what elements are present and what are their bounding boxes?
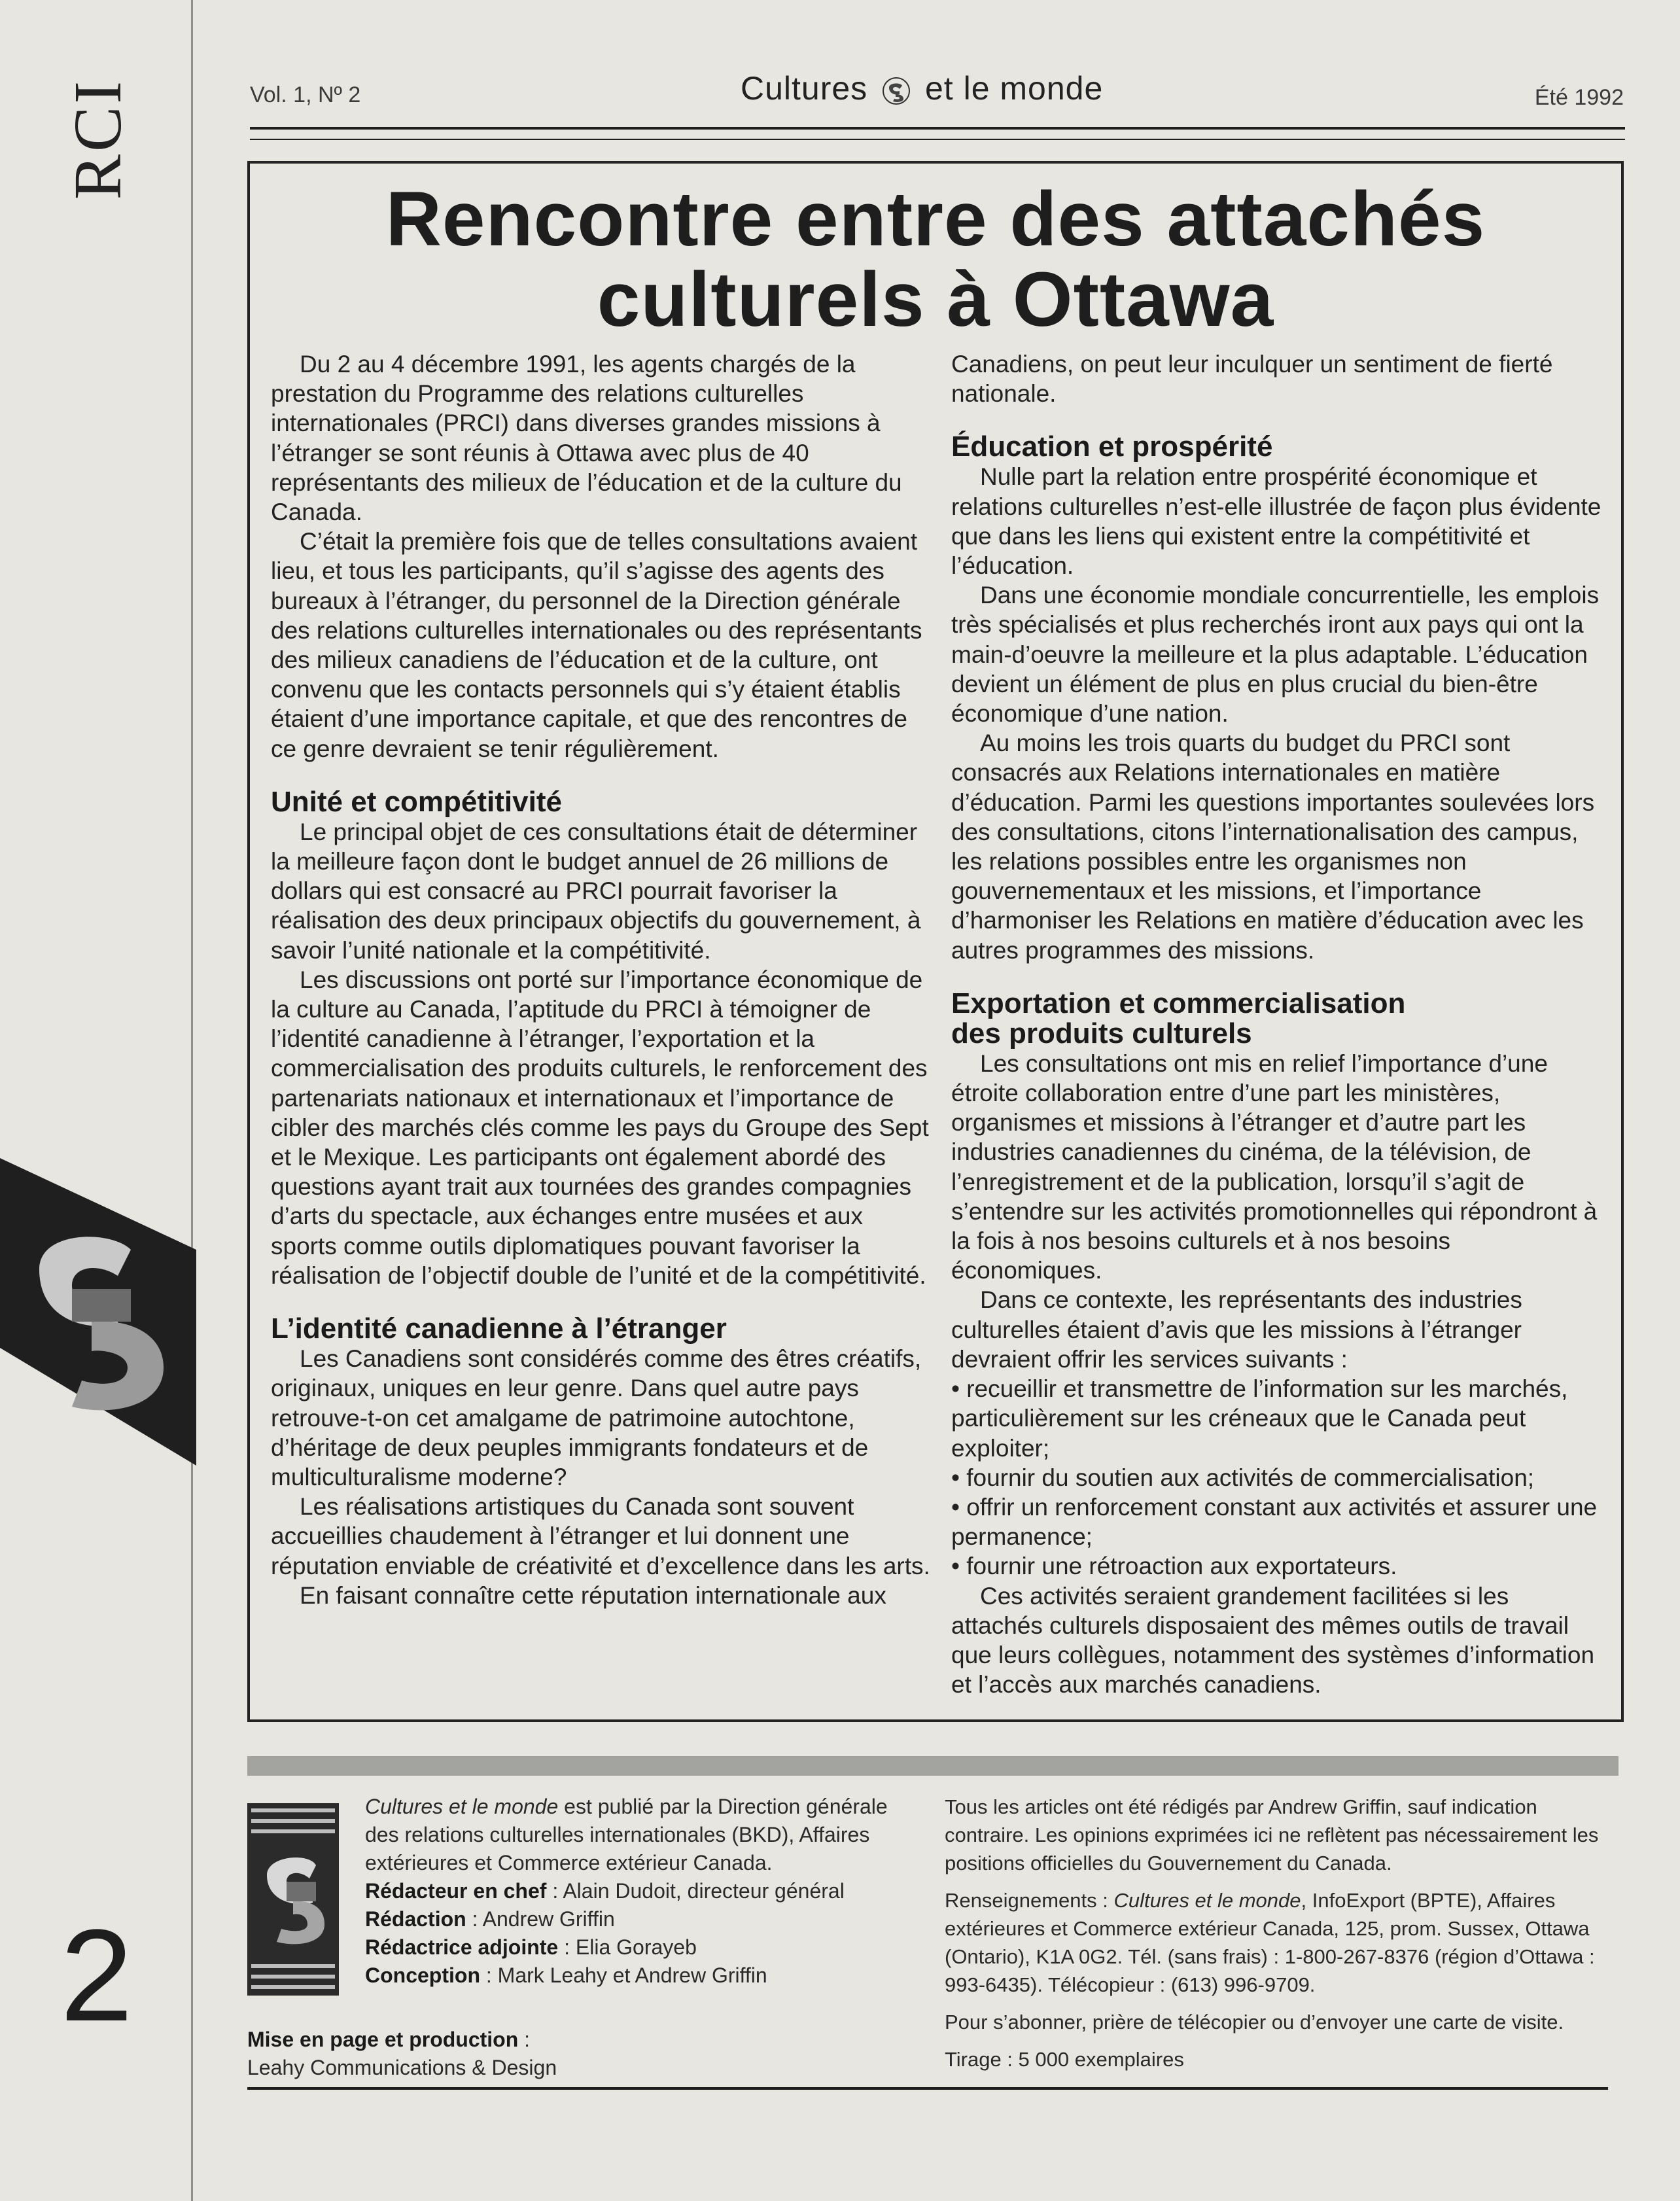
page-number: 2 [60,1903,133,2049]
paragraph: Les discussions ont porté sur l’importance économique de la culture au Canada, l’aptitude du PRCI à témoigner de l’identité canadienne à l’étranger, l’exportation et la commercialisation des produits culturels, le renforcement des partenariats nationaux et internationaux et l’importance de cibler des marchés clés comme les pays du Groupe des Sept et le Mexique. Les participants ont également abordé des questions ayant trait aux tournées des grandes compagnies d’arts du spectacle, aux échanges entre musées et aux sports comme outils diplomatiques pouvant favoriser la réalisation de l’objectif double de l’unité et de la compétitivité. [271,966,929,1289]
list-item: • fournir du soutien aux activités de commercialisation; [951,1463,1605,1492]
credit-sep: : [518,2028,531,2051]
articles-note: Tous les articles ont été rédigés par Andrew Griffin, sauf indication contraire. Les opinions exprimées ici ne reflètent pas nécessairement les positions officielles du Gouvernement du Canada. [945,1795,1599,1875]
subscribe-note: Pour s’abonner, prière de télécopier ou d’envoyer une carte de visite. [945,2011,1564,2034]
emblem-icon [880,75,913,107]
paragraph: Nulle part la relation entre prospérité économique et relations culturelles n’est-elle illustrée de façon plus évidente que dans les liens qui existent entre la compétitivité et l’éducation. [951,463,1601,580]
paragraph: Les Canadiens sont considérés comme des êtres créatifs, originaux, uniques en leur genre. Dans quel autre pays retrouve-t-on cet amalgame de patrimoine autochtone, d’héritage de deux peuples immigrants fondateurs et de multiculturalisme moderne? [271,1345,922,1490]
credit-value: : Mark Leahy et Andrew Griffin [480,1963,767,1987]
credit-label: Mise en page et production [247,2028,519,2051]
credit-value: : Elia Gorayeb [558,1935,697,1959]
paragraph: Les consultations ont mis en relief l’importance d’une étroite collaboration entre d’une part les ministères, organismes et missions à l’étranger et d’autre part les industries canadiennes du cinéma, de la télévision, de l’enregistrement et de la publication, lorsqu’il s’agit de s’entendre sur les activités promotionnelles qui répondront à la fois à nos besoins culturels et à nos besoins économiques. [951,1049,1598,1284]
paragraph: Dans ce contexte, les représentants des industries culturelles étaient d’avis que les missions à l’étranger devraient offrir les services suivants : [951,1286,1522,1373]
footer-rule [247,2087,1608,2090]
paragraph: Le principal objet de ces consultations était de déterminer la meilleure façon dont le budget annuel de 26 millions de dollars qui est consacré au PRCI pourrait favoriser la réalisation des deux principaux objectifs du gouvernement, à savoir l’unité nationale et la compétitivité. [271,818,921,964]
publication-text: est publié par la Direction générale des relations culturelles internationales (BKD), Affaires extérieures et Commerce extérieur Canada. [365,1795,888,1875]
credit-label: Rédaction [365,1907,466,1931]
paragraph: Du 2 au 4 décembre 1991, les agents chargés de la prestation du Programme des relations culturelles internationales (PRCI) dans diverses grandes missions à l’étranger se sont réunis à Ottawa avec plus de 40 représentants des milieux de l’éducation et de la culture du Canada. [271,351,902,526]
headline-line-1: Rencontre entre des attachés [385,176,1486,262]
credit-value: Leahy Communications & Design [247,2056,557,2079]
rci-logo-icon [0,1158,196,1466]
credit-value: : Alain Dudoit, directeur général [546,1879,845,1903]
paragraph: Canadiens, on peut leur inculquer un sentiment de fierté nationale. [951,351,1553,408]
paragraph: C’était la première fois que de telles consultations avaient lieu, et tous les participants, qu’il s’agisse des agents des bureaux à l’étranger, du personnel de la Direction générale des relations culturelles internationales ou des représentants des milieux canadiens de l’éducation et de la culture, ont convenu que les contacts personnels qui s’y étaient établis étaient d’une importance capitale, et que des rencontres de ce genre devraient se tenir régulièrement. [271,528,922,762]
list-item: • fournir une rétroaction aux exportateurs. [951,1551,1605,1581]
info-title: Cultures et le monde [1113,1889,1301,1912]
article-box [247,161,1624,1722]
paragraph: Les réalisations artistiques du Canada sont souvent accueillies chaudement à l’étranger et lui donnent une réputation enviable de créativité et d’excellence dans les arts. [271,1493,930,1579]
publication-title-italic: Cultures et le monde [365,1795,559,1818]
paragraph: En faisant connaître cette réputation internationale aux [300,1581,886,1609]
list-item: • offrir un renforcement constant aux activités et assurer une permanence; [951,1492,1605,1551]
publication-title [741,69,1103,107]
title-part-2: et le monde [925,70,1104,107]
headline-line-2: culturels à Ottawa [597,256,1274,343]
header-rule [250,127,1625,140]
credit-layout [247,2026,640,2082]
section-heading-exportation [951,989,1605,1049]
title-part-1: Cultures [741,70,868,107]
info-text: , InfoExport (BPTE), Affaires extérieures et Commerce extérieur Canada, 125, prom. Sussex, Ottawa (Ontario), K1A 0G2. Tél. (sans frais) : 1-800-267-8376 (région d’Ottawa : 993-6435). Télécopieur : (613) 996-9709. [945,1889,1595,1996]
credit-label: Conception [365,1963,480,1987]
margin-rule [191,0,193,2201]
separator-bar [247,1756,1619,1776]
article-column-left [271,349,930,1610]
paragraph: Au moins les trois quarts du budget du PRCI sont consacrés aux Relations internationales en matière d’éducation. Parmi les questions importantes soulevées lors des consultations, citons l’internationalisation des campus, les relations possibles entre les organismes non gouvernementaux et les missions, et l’importance d’harmoniser les Relations en matière d’éducation avec les autres programmes des missions. [951,730,1595,964]
section-heading-unite: Unité et compétitivité [271,785,562,818]
article-column-right [951,349,1605,1699]
heading-line-2: des produits culturels [951,1017,1252,1049]
credit-label: Rédactrice adjointe [365,1935,559,1959]
services-list [951,1374,1605,1581]
credit-label: Rédacteur en chef [365,1879,547,1903]
section-heading-education: Éducation et prospérité [951,431,1273,463]
page-header [250,65,1624,118]
colophon [247,1793,1628,2094]
article-headline [250,176,1621,343]
credit-value: : Andrew Griffin [466,1907,615,1931]
info-label: Renseignements : [945,1889,1114,1912]
paragraph: Dans une économie mondiale concurrentielle, les emplois très spécialisés et plus recherchés iront aux pays qui ont la main-d’oeuvre la meilleure et la plus adaptable. L’éducation devient un élément de plus en plus crucial du bien-être économique d’une nation. [951,582,1600,728]
rcir-logo-icon [247,1803,339,1996]
section-heading-identite: L’identité canadienne à l’étranger [271,1312,727,1345]
margin-rci-label: RCI [60,79,135,200]
print-run: Tirage : 5 000 exemplaires [945,2048,1184,2071]
heading-line-1: Exportation et commercialisation [951,987,1406,1019]
paragraph: Ces activités seraient grandement facilitées si les attachés culturels disposaient des mêmes outils de travail que leurs collègues, notamment des systèmes d’information et l’accès aux marchés canadiens. [951,1582,1595,1699]
publication-statement [365,1793,915,1877]
volume-label: Vol. 1, Nº 2 [250,82,361,107]
colophon-info [945,1793,1605,2083]
issue-date: Été 1992 [1534,85,1624,110]
list-item: • recueillir et transmettre de l’information sur les marchés, particulièrement sur les créneaux que le Canada peut exploiter; [951,1374,1605,1463]
contact-info [945,1886,1605,1999]
